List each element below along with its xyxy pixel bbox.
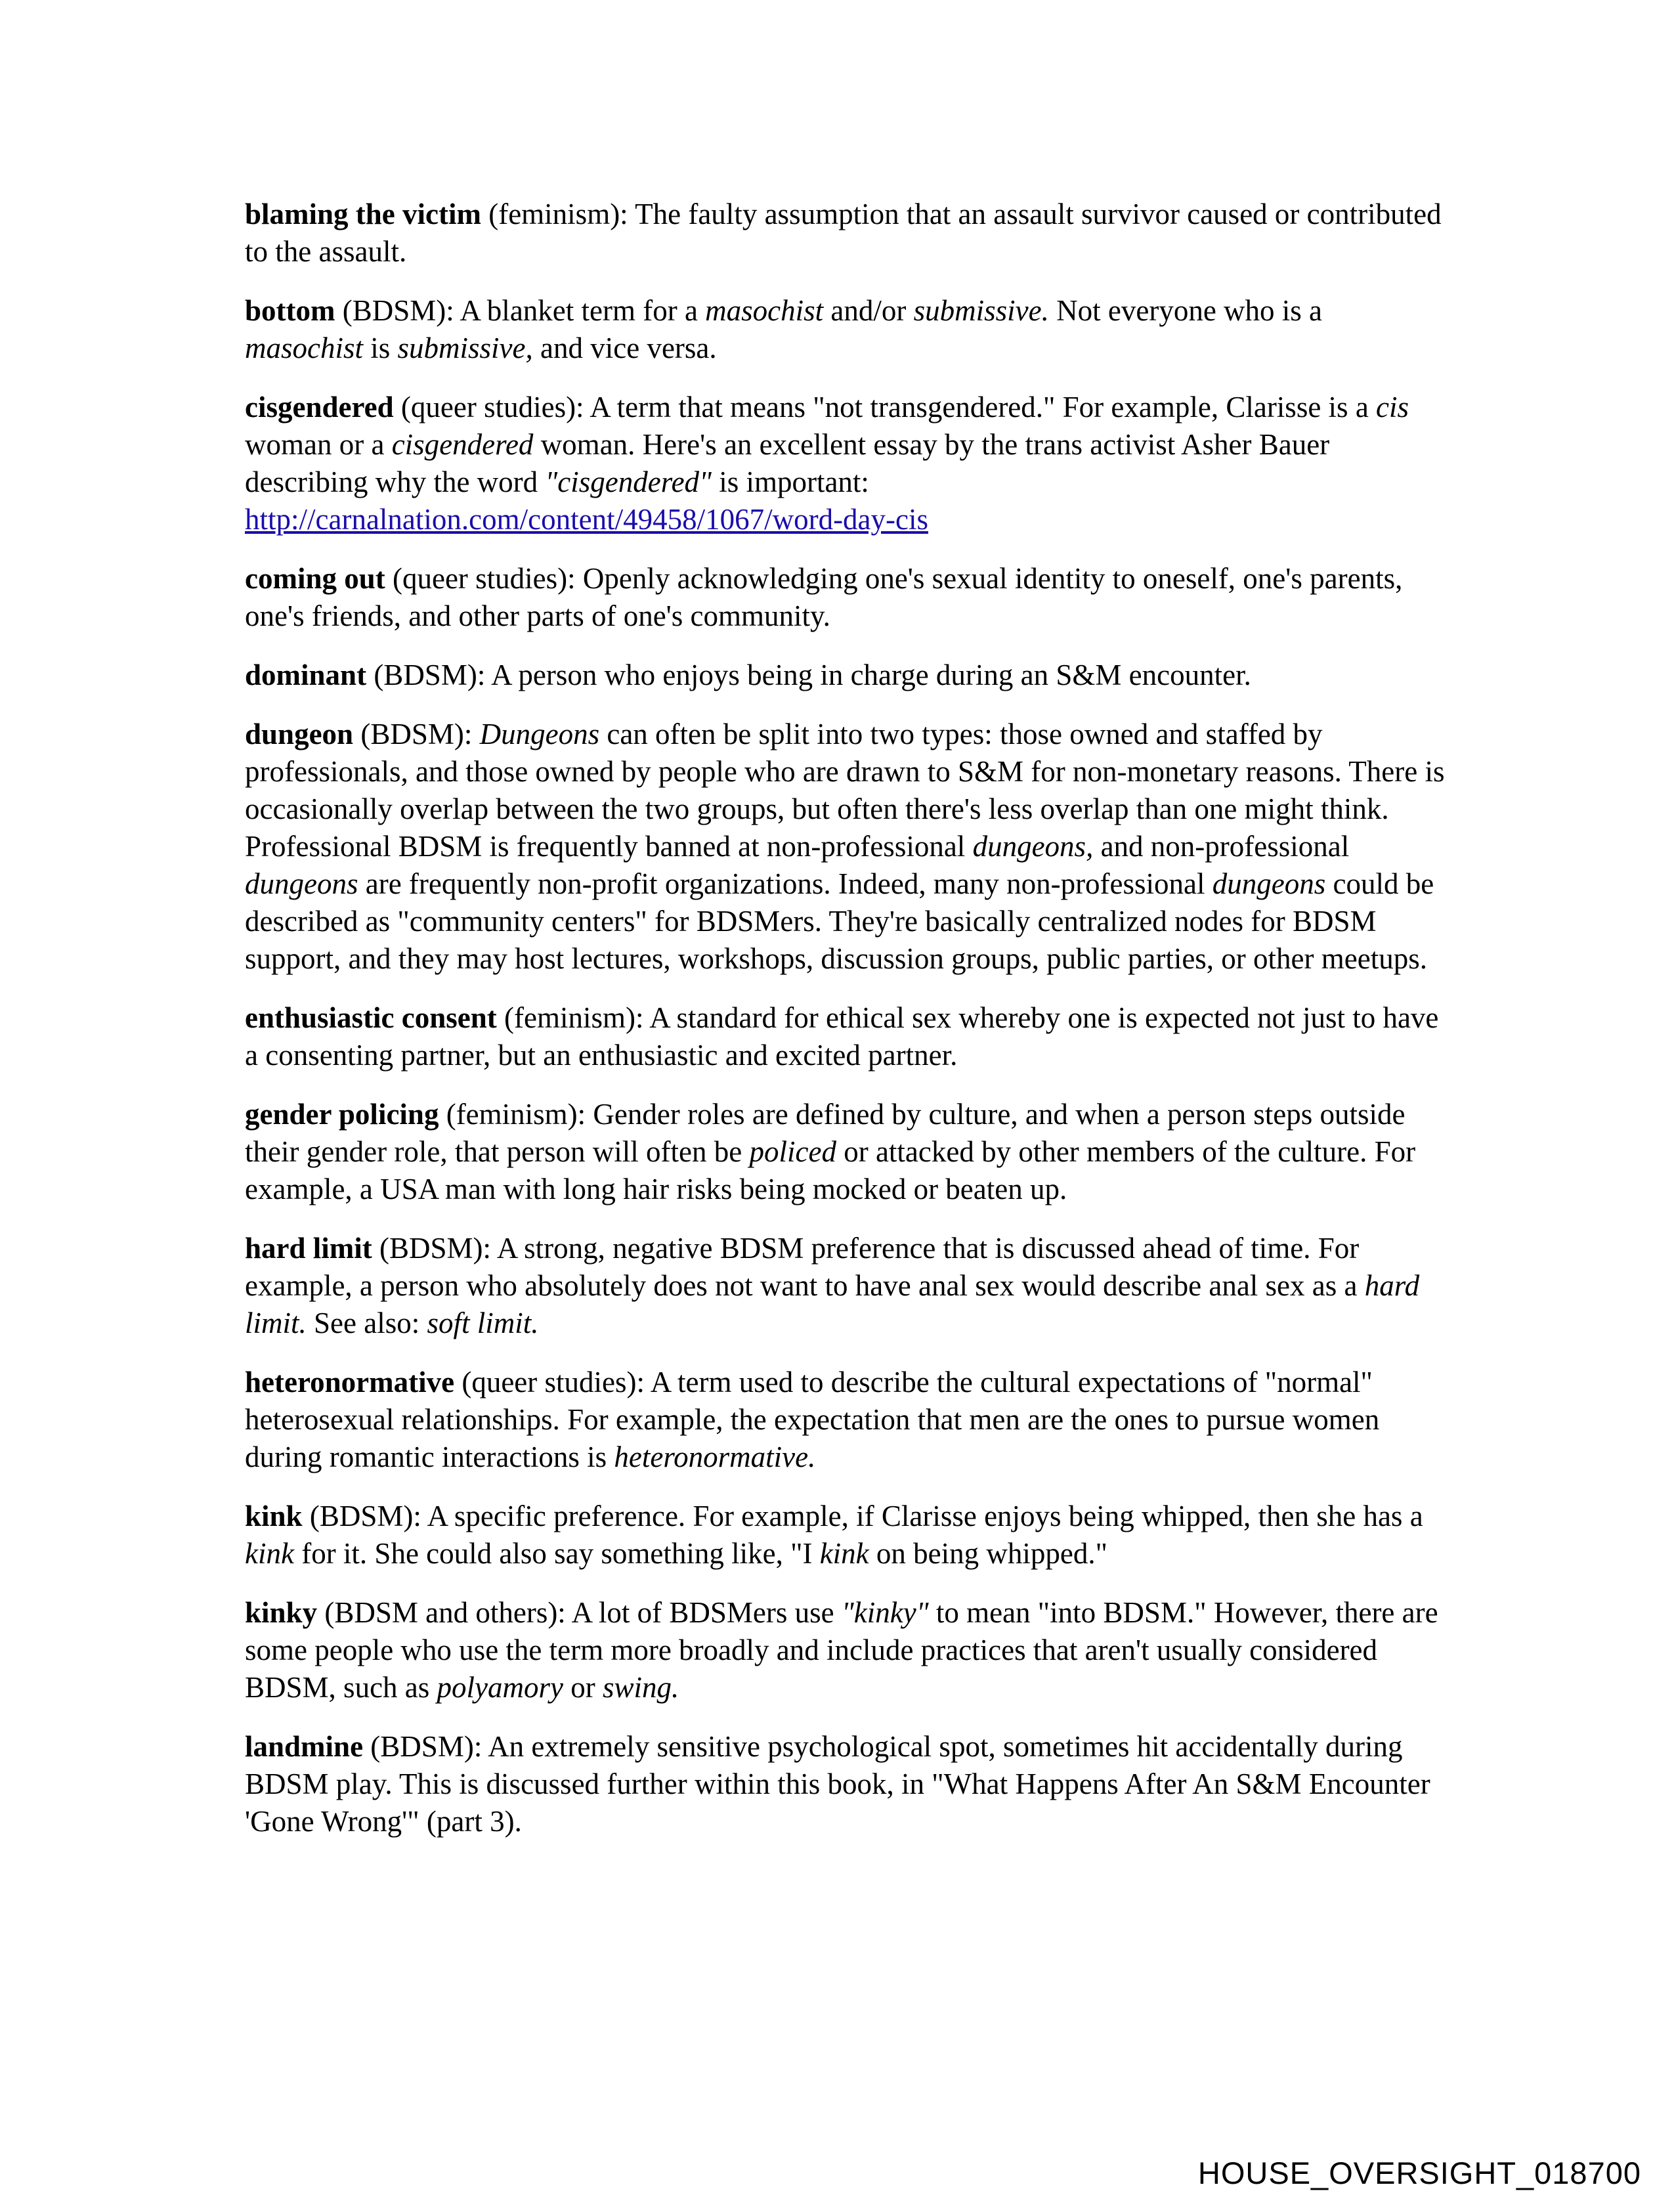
- entry-term: landmine: [245, 1730, 364, 1763]
- definition-text: can often be split into two types: those owned and staffed by professionals, and those owned by people who are drawn to S&M for non-monetary reasons. There is occasionally overlap between the two groups, but often there's less overlap than one might think. Professional BDSM is frequently banned at non-professional: [245, 718, 1445, 863]
- entry-category: (queer studies):: [400, 391, 584, 423]
- entry-category: (BDSM):: [379, 1232, 492, 1265]
- definition-text: and non-professional: [1093, 830, 1350, 863]
- entry-category: (feminism):: [488, 198, 628, 230]
- definition-text: is: [363, 332, 398, 364]
- entry-term: gender policing: [245, 1098, 439, 1131]
- entry-term: kink: [245, 1500, 303, 1532]
- entry-category: (BDSM):: [374, 659, 486, 691]
- entry-category: (BDSM):: [309, 1500, 421, 1532]
- definition-text: to mean "into BDSM." However, there are some people who use the term more broadly and include practices that aren't usually considered BDSM, such as: [245, 1596, 1438, 1704]
- entry-term: blaming the victim: [245, 198, 481, 230]
- entry-term: coming out: [245, 562, 385, 595]
- italic-term: swing.: [603, 1671, 679, 1704]
- glossary-entry: [245, 1728, 1446, 1840]
- definition-text: woman or a: [245, 428, 392, 461]
- entry-category: (feminism):: [446, 1098, 586, 1131]
- italic-term: "kinky": [841, 1596, 929, 1629]
- definition-text: See also:: [306, 1307, 427, 1339]
- italic-term: submissive,: [397, 332, 533, 364]
- italic-term: hard limit.: [245, 1269, 1420, 1339]
- definition-text: The faulty assumption that an assault survivor caused or contributed to the assault.: [245, 198, 1442, 268]
- glossary-entry: [245, 716, 1446, 978]
- definition-text: A strong, negative BDSM preference that is discussed ahead of time. For example, a person who absolutely does not want to have anal sex would describe anal sex as a: [245, 1232, 1365, 1302]
- glossary-entry: [245, 999, 1446, 1074]
- definition-text: A lot of BDSMers use: [571, 1596, 842, 1629]
- entry-term: cisgendered: [245, 391, 394, 423]
- entry-term: kinky: [245, 1596, 318, 1629]
- definition-text: or: [563, 1671, 603, 1704]
- glossary-entry: [245, 1498, 1446, 1572]
- definition-text: A person who enjoys being in charge during an S&M encounter.: [491, 659, 1251, 691]
- italic-term: Dungeons: [479, 718, 600, 750]
- definition-text: and/or: [823, 294, 914, 327]
- bates-number: HOUSE_OVERSIGHT_018700: [1197, 2156, 1641, 2190]
- essay-link[interactable]: http://carnalnation.com/content/49458/1067/word-day-cis: [245, 503, 928, 536]
- definition-text: is important:: [711, 466, 869, 498]
- definition-text: on being whipped.": [869, 1537, 1107, 1570]
- italic-term: "cisgendered": [545, 466, 712, 498]
- glossary-entry: [245, 1230, 1446, 1342]
- definition-text: A blanket term for a: [460, 294, 706, 327]
- italic-term: heteronormative.: [614, 1441, 816, 1473]
- glossary-entry: [245, 560, 1446, 635]
- italic-term: dungeons,: [972, 830, 1094, 863]
- italic-term: dungeons: [245, 867, 358, 900]
- entry-category: (feminism):: [504, 1001, 644, 1034]
- glossary: [245, 196, 1446, 1862]
- italic-term: masochist: [245, 332, 363, 364]
- glossary-entry: [245, 657, 1446, 694]
- glossary-entry: [245, 196, 1446, 271]
- italic-term: submissive.: [913, 294, 1049, 327]
- definition-text: A term used to describe the cultural expectations of "normal" heterosexual relationships. For example, the expectation that men are the ones to pursue women during romantic interactions is: [245, 1366, 1380, 1473]
- definition-text: Not everyone who is a: [1048, 294, 1323, 327]
- definition-text: Gender roles are defined by culture, and when a person steps outside their gender role, that person will often be: [245, 1098, 1406, 1168]
- definition-text: could be described as "community centers" for BDSMers. They're basically centralized nodes for BDSM support, and they may host lectures, workshops, discussion groups, public parties, or other meetups.: [245, 867, 1434, 975]
- italic-term: masochist: [705, 294, 824, 327]
- definition-text: are frequently non-profit organizations. Indeed, many non-professional: [358, 867, 1213, 900]
- definition-text: and vice versa.: [532, 332, 717, 364]
- definition-text: A term that means "not transgendered." For example, Clarisse is a: [590, 391, 1377, 423]
- definition-text: Openly acknowledging one's sexual identity to oneself, one's parents, one's friends, and other parts of one's community.: [245, 562, 1403, 632]
- entry-term: dominant: [245, 659, 367, 691]
- entry-term: heteronormative: [245, 1366, 455, 1399]
- entry-category: (queer studies):: [393, 562, 576, 595]
- entry-term: hard limit: [245, 1232, 372, 1265]
- italic-term: soft limit.: [427, 1307, 539, 1339]
- italic-term: cisgendered: [391, 428, 534, 461]
- entry-category: (queer studies):: [461, 1366, 645, 1399]
- italic-term: polyamory: [437, 1671, 563, 1704]
- entry-category: (BDSM and others):: [324, 1596, 566, 1629]
- entry-category: (BDSM):: [342, 294, 454, 327]
- definition-text: woman. Here's an excellent essay by the trans activist Asher Bauer describing why the word: [245, 428, 1330, 498]
- glossary-entry: [245, 1364, 1446, 1476]
- definition-text: A standard for ethical sex whereby one is expected not just to have a consenting partner, but an enthusiastic and excited partner.: [245, 1001, 1439, 1072]
- definition-text: for it. She could also say something like, "I: [293, 1537, 820, 1570]
- italic-term: dungeons: [1212, 867, 1326, 900]
- definition-text: An extremely sensitive psychological spot, sometimes hit accidentally during BDSM play. This is discussed further within this book, in "What Happens After An S&M Encounter 'Gone Wrong'" (part 3).: [245, 1730, 1430, 1838]
- entry-category: (BDSM):: [370, 1730, 483, 1763]
- italic-term: cis: [1376, 391, 1409, 423]
- entry-term: enthusiastic consent: [245, 1001, 497, 1034]
- entry-category: (BDSM):: [360, 718, 473, 750]
- glossary-entry: [245, 292, 1446, 367]
- glossary-entry: [245, 389, 1446, 538]
- entry-term: dungeon: [245, 718, 354, 750]
- definition-text: or attacked by other members of the culture. For example, a USA man with long hair risks being mocked or beaten up.: [245, 1135, 1416, 1205]
- entry-term: bottom: [245, 294, 335, 327]
- italic-term: kink: [819, 1537, 869, 1570]
- definition-text: A specific preference. For example, if Clarisse enjoys being whipped, then she has a: [427, 1500, 1423, 1532]
- italic-term: kink: [245, 1537, 294, 1570]
- italic-term: policed: [749, 1135, 836, 1168]
- glossary-entry: [245, 1096, 1446, 1208]
- glossary-entry: [245, 1594, 1446, 1706]
